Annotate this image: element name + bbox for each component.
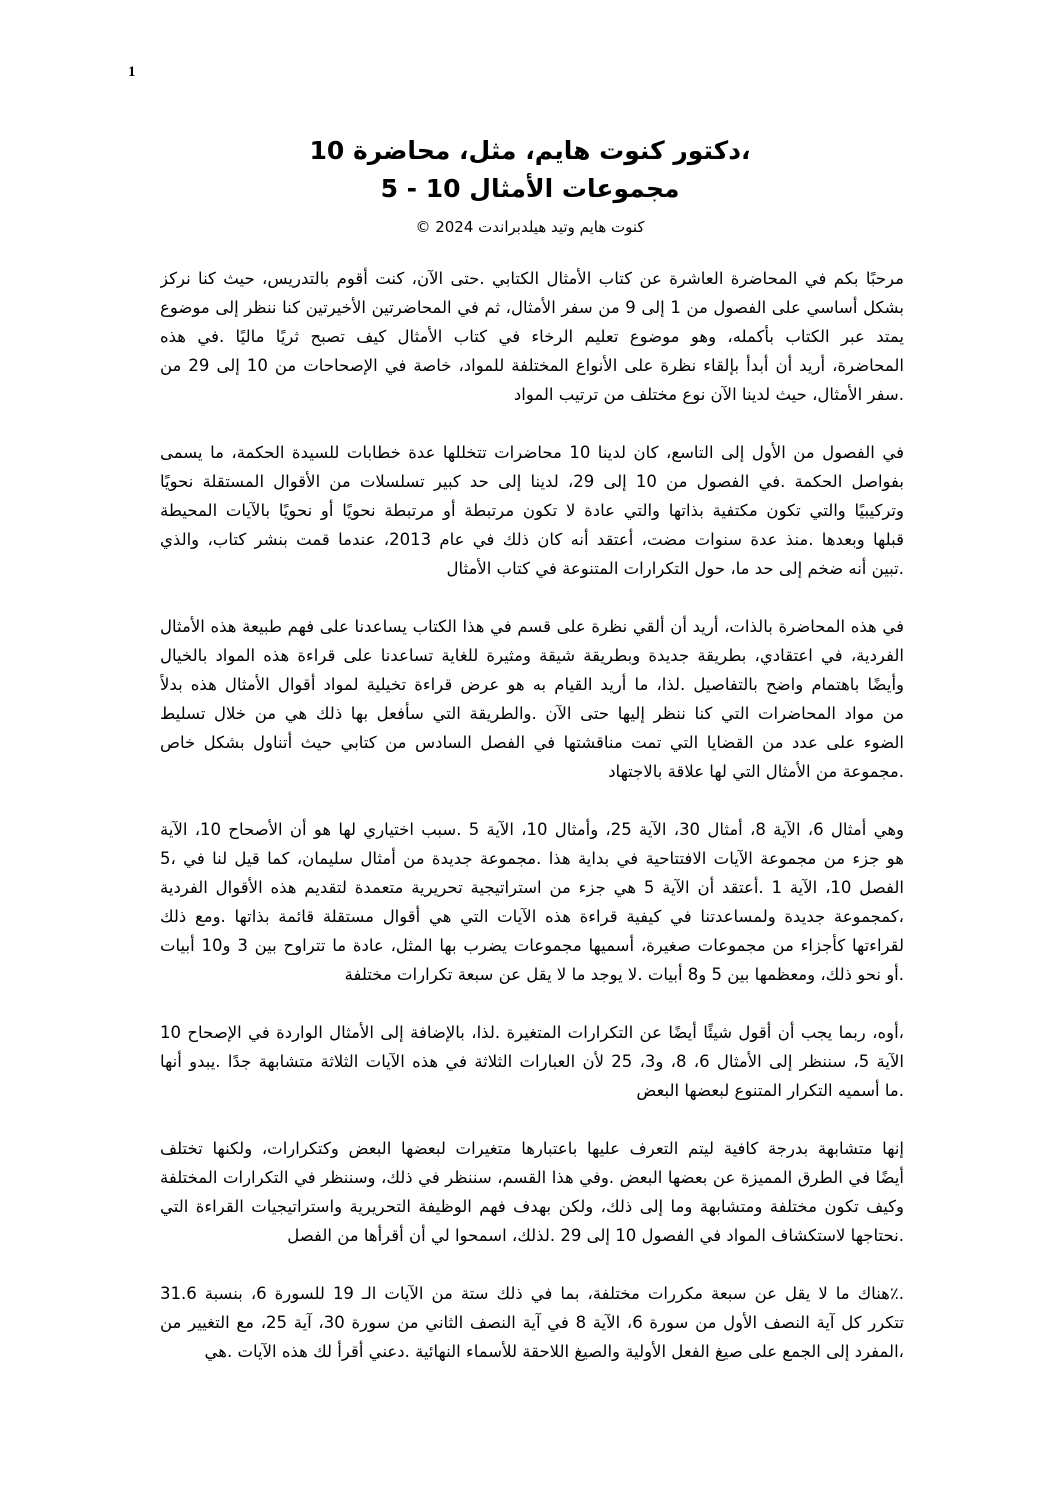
text-line: بفواصل الحكمة .في الفصول من 10 إلى 29، لدينا إلى حد كبير تسلسلات من الأقوال المستقلة نحويًا [160,472,904,491]
text-line: .مجموعة من الأمثال التي لها علاقة بالاجتهاد [608,762,904,781]
text-line: .٪هناك ما لا يقل عن سبعة مكررات مختلفة، بما في ذلك ستة من الآيات الـ 19 للسورة 6، بنسبة 31.6 [160,1284,904,1303]
paragraph [160,438,904,583]
text-line: الضوء على عدد من القضايا التي تمت مناقشتها في الفصل السادس من كتابي حيث أتناول بشكل خاص [160,733,904,752]
text-line: وأيضًا باهتمام واضح بالتفاصيل .لذا، ما أريد القيام به هو عرض قراءة تخيلية لمواد أقوال الأمثال هذه بدلاً [160,675,904,694]
paragraph [160,1134,904,1250]
text-line: ،كمجموعة جديدة ولمساعدتنا في كيفية قراءة هذه الآيات التي هي أقوال مستقلة قائمة بذاتها .ومع ذلك [160,907,904,926]
copyright-line: كنوت هايم وتيد هيلدبراندت 2024 © [415,218,645,236]
text-line: .سفر الأمثال، حيث لدينا الآن نوع مختلف من ترتيب المواد [513,385,904,404]
page-number: 1 [128,64,136,80]
paragraph [160,612,904,786]
text-line: .أو نحو ذلك، ومعظمها بين 5 و8 أبيات .لا يوجد ما لا يقل عن سبعة تكرارات مختلفة [344,965,904,984]
text-line: .نحتاجها لاستكشاف المواد في الفصول 10 إلى 29 .لذلك، اسمحوا لي أن أقرأها من الفصل [287,1226,904,1245]
document-title [150,132,910,208]
text-line: .تبين أنه ضخم إلى حد ما، حول التكرارات المتنوعة في كتاب الأمثال [446,559,904,578]
text-line: في هذه المحاضرة بالذات، أريد أن ألقي نظرة على قسم في هذا الكتاب يساعدنا على فهم طبيعة هذه الأمثال [160,617,904,636]
text-line: ،أوه، ربما يجب أن أقول شيئًا أيضًا عن التكرارات المتغيرة .لذا، بالإضافة إلى الأمثال الواردة في الإصحاح 10 [160,1023,904,1042]
text-line: الفصل 10، الآية 1 .أعتقد أن الآية 5 هي جزء من استراتيجية تحريرية متعمدة لتقديم هذه الأقوال الفردية [160,878,904,897]
text-line: هو جزء من مجموعة الآيات الافتتاحية في بداية هذا .مجموعة جديدة من أمثال سليمان، كما قيل لنا في ،5 [160,849,904,868]
text-line: إنها متشابهة بدرجة كافية ليتم التعرف عليها باعتبارها متغيرات لبعضها البعض وكتكرارات، ولكنها تختلف [160,1139,904,1158]
text-line: .ما أسميه التكرار المتنوع لبعضها البعض [636,1081,904,1100]
text-line: مرحبًا بكم في المحاضرة العاشرة عن كتاب الأمثال الكتابي .حتى الآن، كنت أقوم بالتدريس، حيث كنا نركز [160,269,904,288]
text-line: ،المفرد إلى الجمع على صيغ الفعل الأولية والصيغ اللاحقة للأسماء النهائية .دعني أقرأ لك هذه الآيات .هي [204,1342,904,1361]
title-line: ،دكتور كنوت هايم، مثل، محاضرة 10 [309,136,751,165]
paragraph [160,264,904,409]
text-line: الآية 5، سننظر إلى الأمثال 6، 8، و3، 25 لأن العبارات الثلاثة في هذه الآيات الثلاثة متشابهة جدًا .يبدو أنها [160,1052,904,1071]
text-line: المحاضرة، أريد أن أبدأ بإلقاء نظرة على الأنواع المختلفة للمواد، خاصة في الإصحاحات من 10 إلى 29 من [160,356,904,375]
text-line: بشكل أساسي على الفصول من 1 إلى 9 من سفر الأمثال، ثم في المحاضرتين الأخيرتين كنا ننظر إلى موضوع [160,298,904,317]
text-line: لقراءتها كأجزاء من مجموعات صغيرة، أسميها مجموعات يضرب بها المثل، عادة ما تتراوح بين 3 و10 أبيات [160,936,904,955]
text-line: تتكرر كل آية النصف الأول من سورة 6، الآية 8 في آية النصف الثاني من سورة 30، آية 25، مع التغيير من [160,1313,904,1332]
paragraph [160,1018,904,1105]
text-line: وتركيبيًا والتي تكون مكتفية بذاتها والتي عادة لا تكون مرتبطة أو مرتبطة نحويًا أو نحويًا بالآيات المحيطة [160,501,904,520]
text-line: وكيف تكون مختلفة ومتشابهة وما إلى ذلك، ولكن بهدف فهم الوظيفة التحريرية واستراتيجيات القراءة التي [160,1197,904,1216]
paragraph [160,815,904,989]
text-line: يمتد عبر الكتاب بأكمله، وهو موضوع تعليم الرخاء في كتاب الأمثال كيف تصبح ثريًا ماليًا .في هذه [160,327,904,346]
text-line: أيضًا في الطرق المميزة عن بعضها البعض .وفي هذا القسم، سننظر في ذلك، وسننظر في التكرارات المختلفة [160,1168,904,1187]
text-line: من مواد المحاضرات التي كنا ننظر إليها حتى الآن .والطريقة التي سأفعل بها ذلك هي من خلال تسليط [160,704,904,723]
text-line: في الفصول من الأول إلى التاسع، كان لدينا 10 محاضرات تتخللها عدة خطابات للسيدة الحكمة، ما يسمى [160,443,904,462]
title-line: مجموعات الأمثال 10 - 5 [380,174,680,203]
document-body [160,264,904,1395]
paragraph [160,1279,904,1366]
text-line: الفردية، في اعتقادي، بطريقة جديدة وبطريقة شيقة ومثيرة للغاية تساعدنا على قراءة هذه المواد بالخيال [160,646,904,665]
text-line: وهي أمثال 6، الآية 8، أمثال 30، الآية 25، وأمثال 10، الآية 5 .سبب اختياري لها هو أن الأصحاح 10، الآية [160,820,904,839]
text-line: قبلها وبعدها .منذ عدة سنوات مضت، أعتقد أنه كان ذلك في عام 2013، عندما قمت بنشر كتاب، والذي [160,530,904,549]
